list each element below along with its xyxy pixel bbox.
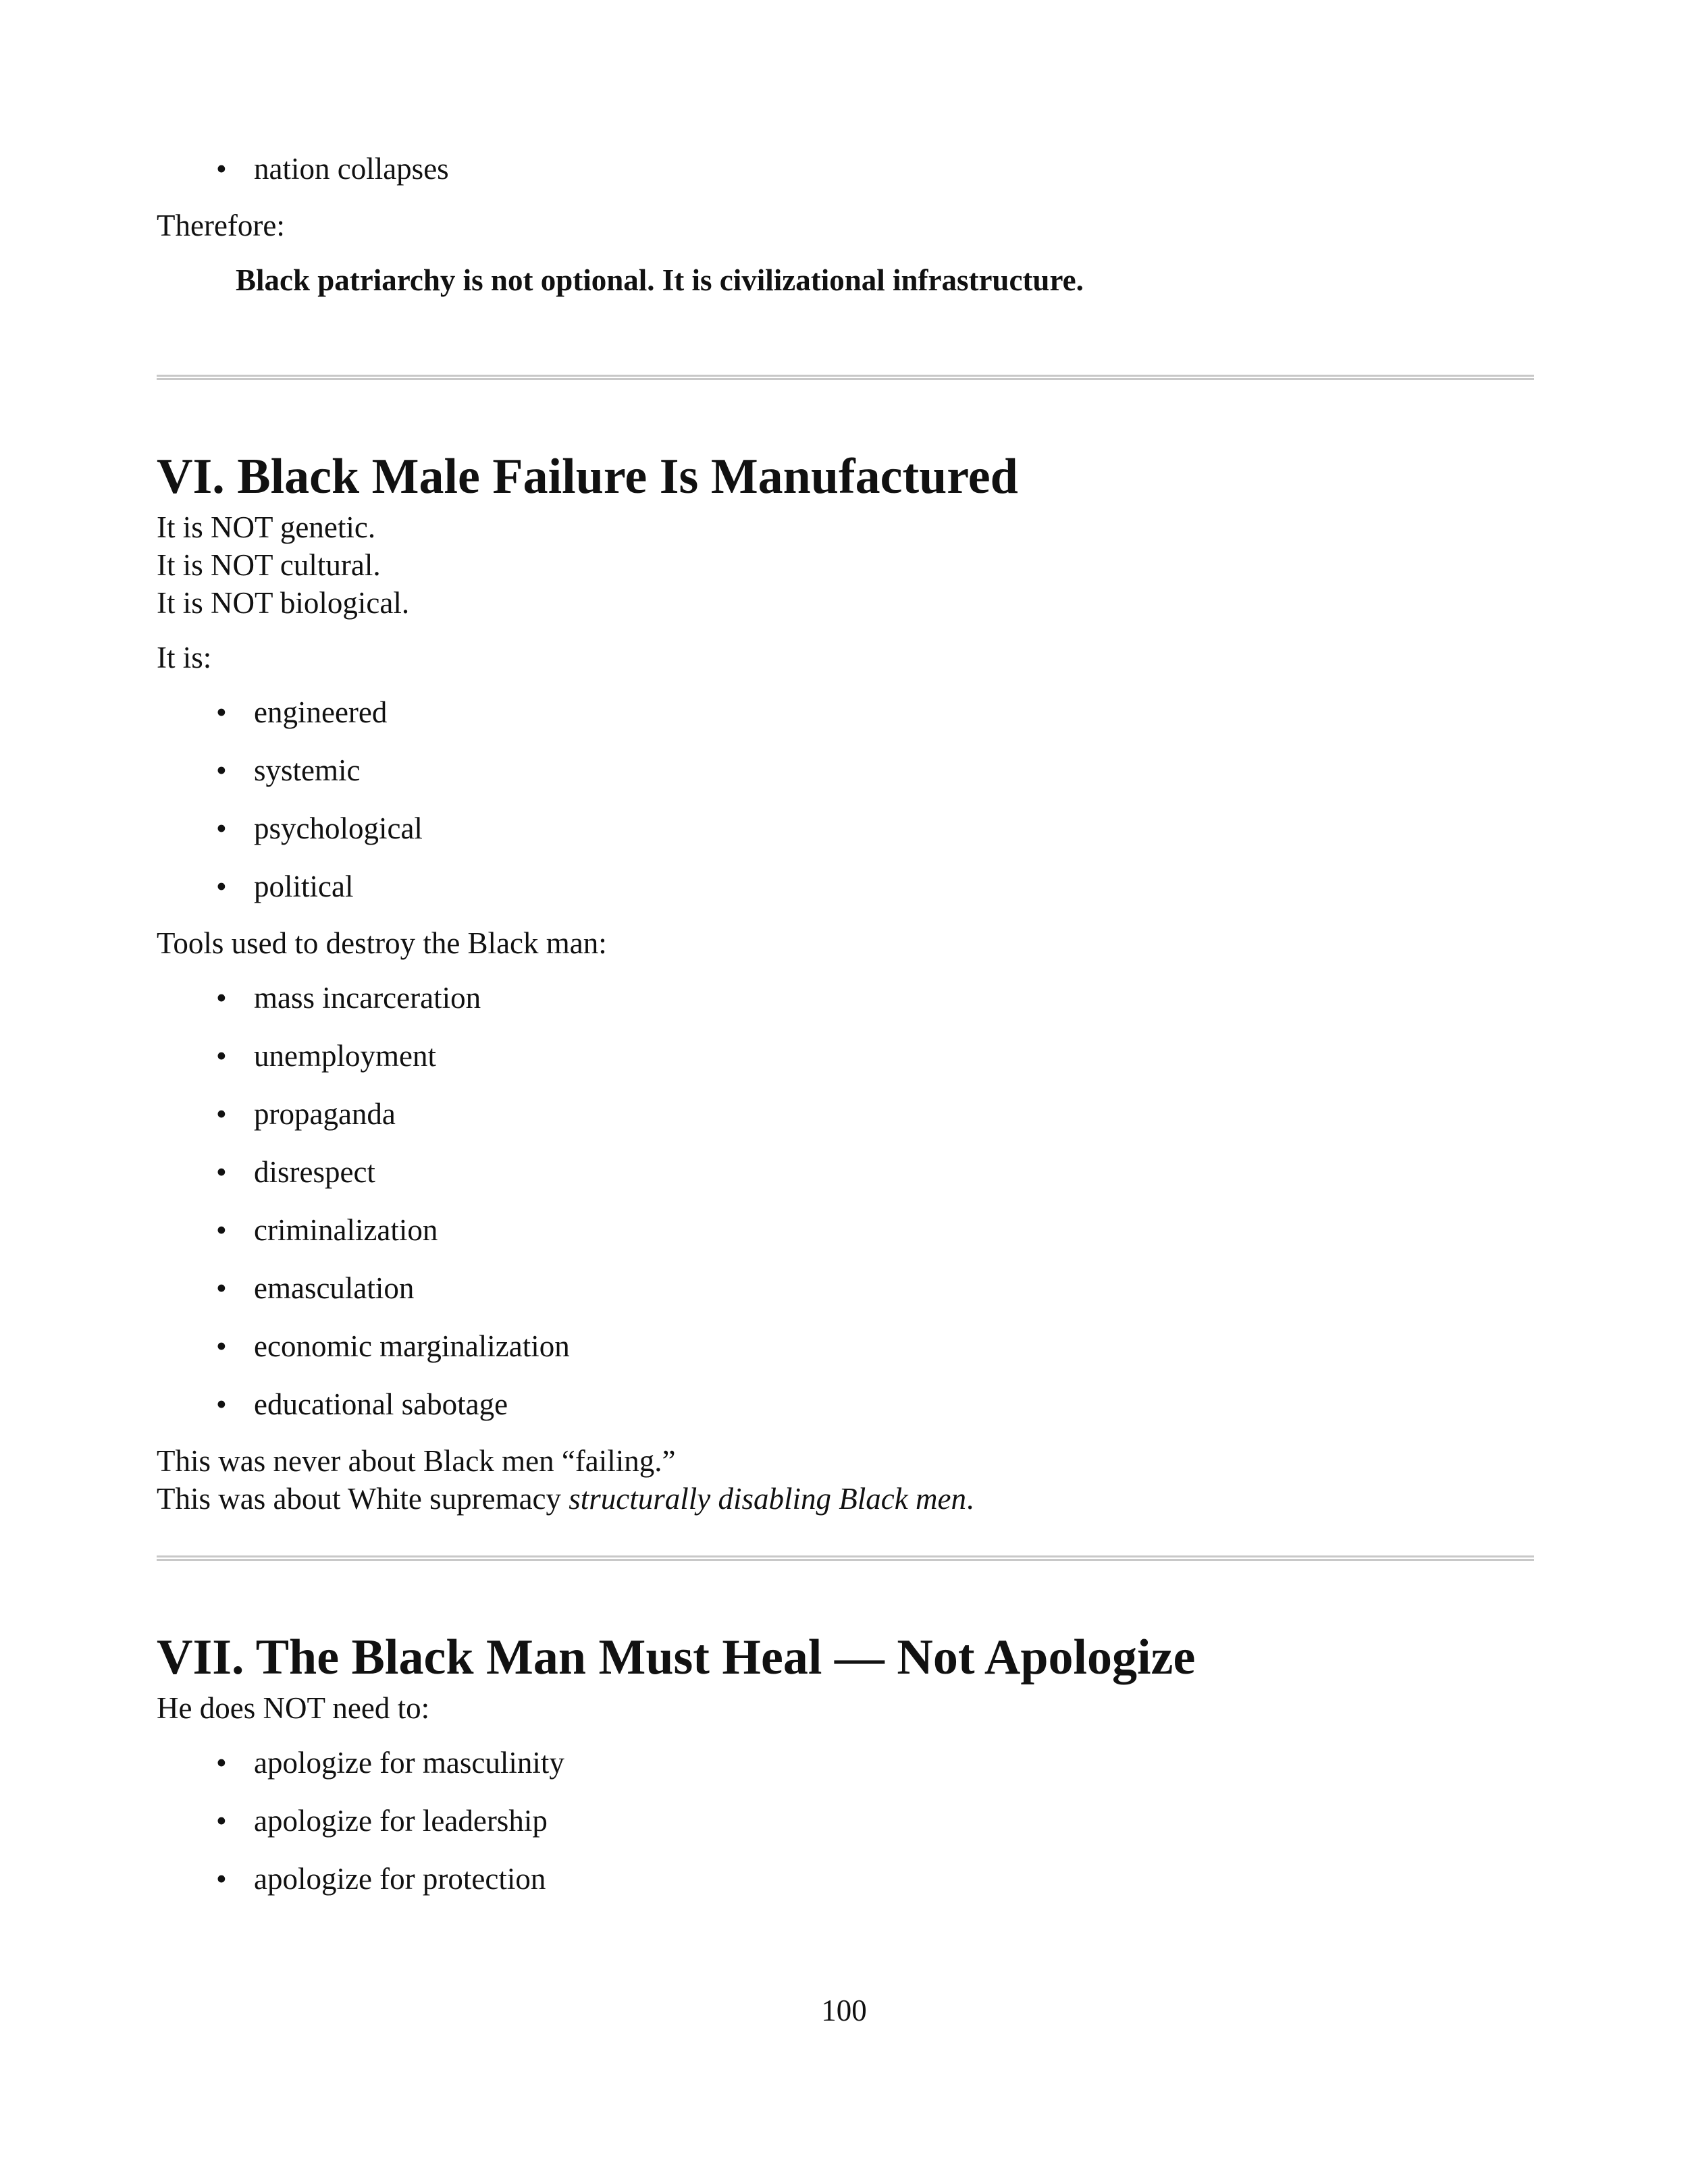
- closing-line-1: This was never about Black men “failing.”: [157, 1444, 676, 1478]
- page-number: 100: [821, 1994, 867, 2027]
- emphasis-text: structurally disabling Black men: [569, 1482, 966, 1516]
- therefore-quote: Black patriarchy is not optional. It is civilizational infrastructure.: [236, 263, 1084, 297]
- bullet-icon: •: [216, 1329, 227, 1363]
- bullet-icon: •: [216, 1387, 227, 1421]
- list-item: • nation collapses: [157, 150, 1534, 188]
- list-item: • apologize for leadership: [157, 1802, 1534, 1840]
- closing-line-2: This was about White supremacy structurally disabling Black men.: [157, 1482, 974, 1516]
- list-item: • engineered: [157, 693, 1534, 731]
- bullet-icon: •: [216, 695, 227, 729]
- list-item: • criminalization: [157, 1211, 1534, 1249]
- bullet-icon: •: [216, 981, 227, 1015]
- tools-label: Tools used to destroy the Black man:: [157, 926, 607, 960]
- page-content: [157, 150, 1534, 1918]
- horizontal-rule: [157, 1555, 1534, 1561]
- section-6-line: It is NOT genetic.: [157, 510, 376, 544]
- list-item: • disrespect: [157, 1153, 1534, 1191]
- section-6-line: It is NOT biological.: [157, 586, 410, 620]
- top-bullet-list: [157, 150, 1534, 188]
- list-item: • systemic: [157, 751, 1534, 789]
- section-7-heading: VII. The Black Man Must Heal — Not Apologize: [157, 1630, 1196, 1685]
- bullet-icon: •: [216, 811, 227, 845]
- list-item: • unemployment: [157, 1037, 1534, 1075]
- list-item: • apologize for protection: [157, 1860, 1534, 1898]
- therefore-label: Therefore:: [157, 209, 285, 242]
- bullet-icon: •: [216, 1862, 227, 1896]
- bullet-icon: •: [216, 1155, 227, 1189]
- list-item: • propaganda: [157, 1095, 1534, 1133]
- section-6-heading: VI. Black Male Failure Is Manufactured: [157, 449, 1018, 504]
- section-7-list: [157, 1744, 1534, 1898]
- bullet-icon: •: [216, 152, 227, 186]
- section-7-intro: He does NOT need to:: [157, 1691, 430, 1725]
- horizontal-rule: [157, 375, 1534, 380]
- list-item: • emasculation: [157, 1269, 1534, 1307]
- bullet-icon: •: [216, 870, 227, 903]
- bullet-icon: •: [216, 1213, 227, 1247]
- tools-list: [157, 979, 1534, 1423]
- list-item: • political: [157, 868, 1534, 905]
- it-is-label: It is:: [157, 641, 212, 674]
- section-6-line: It is NOT cultural.: [157, 548, 381, 582]
- bullet-icon: •: [216, 1271, 227, 1305]
- it-is-list: [157, 693, 1534, 905]
- bullet-icon: •: [216, 1097, 227, 1131]
- bullet-icon: •: [216, 1804, 227, 1838]
- list-item: • apologize for masculinity: [157, 1744, 1534, 1782]
- list-item: • psychological: [157, 809, 1534, 847]
- list-item: • mass incarceration: [157, 979, 1534, 1017]
- list-item: • educational sabotage: [157, 1385, 1534, 1423]
- bullet-icon: •: [216, 1039, 227, 1073]
- list-item: • economic marginalization: [157, 1327, 1534, 1365]
- bullet-icon: •: [216, 753, 227, 787]
- bullet-icon: •: [216, 1746, 227, 1780]
